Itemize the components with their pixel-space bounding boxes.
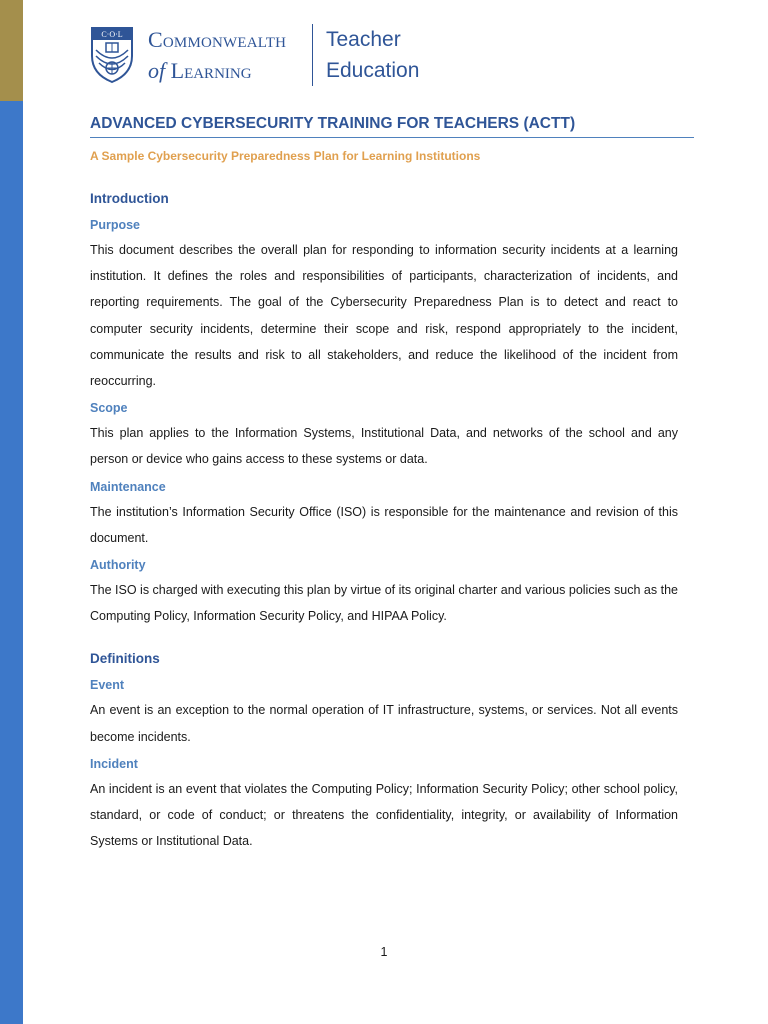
document-title: ADVANCED CYBERSECURITY TRAINING FOR TEACHERS (ACTT) (90, 115, 694, 138)
document-subtitle: A Sample Cybersecurity Preparedness Plan for Learning Institutions (90, 149, 481, 163)
sidebar-accent-top (0, 0, 23, 101)
org-name-line2 (148, 55, 318, 86)
paragraph-maintenance: The institution’s Information Security Office (ISO) is responsible for the maintenance and revision of this document. (90, 504, 678, 545)
paragraph-incident: An incident is an event that violates the Computing Policy; Information Security Policy; other school policy, standard, or code of conduct; or threatens the confidentiality, integrity, or availability of Information Systems or Institutional Data. (90, 781, 678, 849)
header-divider (312, 24, 313, 86)
subheading-incident: Incident (90, 756, 138, 771)
page-header (90, 24, 490, 88)
org-name-of: of (148, 58, 166, 83)
subheading-event: Event (90, 678, 125, 693)
unit-name-line2: Education (326, 59, 420, 82)
org-name-learning: Learning (170, 58, 252, 83)
paragraph-purpose: This document describes the overall plan for responding to information security incidents at a learning institution. It defines the roles and responsibilities of participants, characterization of incidents, and reporting requirements. The goal of the Cybersecurity Preparedness Plan is to detect and react to computer security incidents, determine their scope and risk, respond appropriately to the incident, communicate the results and risk to all stakeholders, and reduce the likelihood of the incident from reoccurring. (90, 243, 678, 389)
org-name (148, 24, 318, 86)
subheading-scope: Scope (90, 401, 128, 416)
unit-name (326, 24, 419, 86)
section-heading-definitions: Definitions (90, 651, 160, 667)
subheading-maintenance: Maintenance (90, 479, 166, 494)
subheading-authority: Authority (90, 558, 146, 573)
org-name-line1: Commonwealth (148, 27, 287, 52)
sidebar-accent (0, 101, 23, 1024)
col-seal-logo (90, 26, 134, 84)
paragraph-event: An event is an exception to the normal operation of IT infrastructure, systems, or services. Not all events become incidents. (90, 703, 678, 744)
paragraph-authority: The ISO is charged with executing this plan by virtue of its original charter and various policies such as the Computing Policy, Information Security Policy, and HIPAA Policy. (90, 583, 678, 624)
unit-name-line1: Teacher (326, 28, 401, 51)
section-heading-introduction: Introduction (90, 191, 169, 206)
seal-text: C·O·L (101, 30, 123, 39)
subheading-purpose: Purpose (90, 218, 141, 232)
paragraph-scope: This plan applies to the Information Systems, Institutional Data, and networks of the school and any person or device who gains access to these systems or data. (90, 426, 678, 467)
page-number: 1 (380, 945, 388, 959)
document-body (90, 185, 678, 856)
